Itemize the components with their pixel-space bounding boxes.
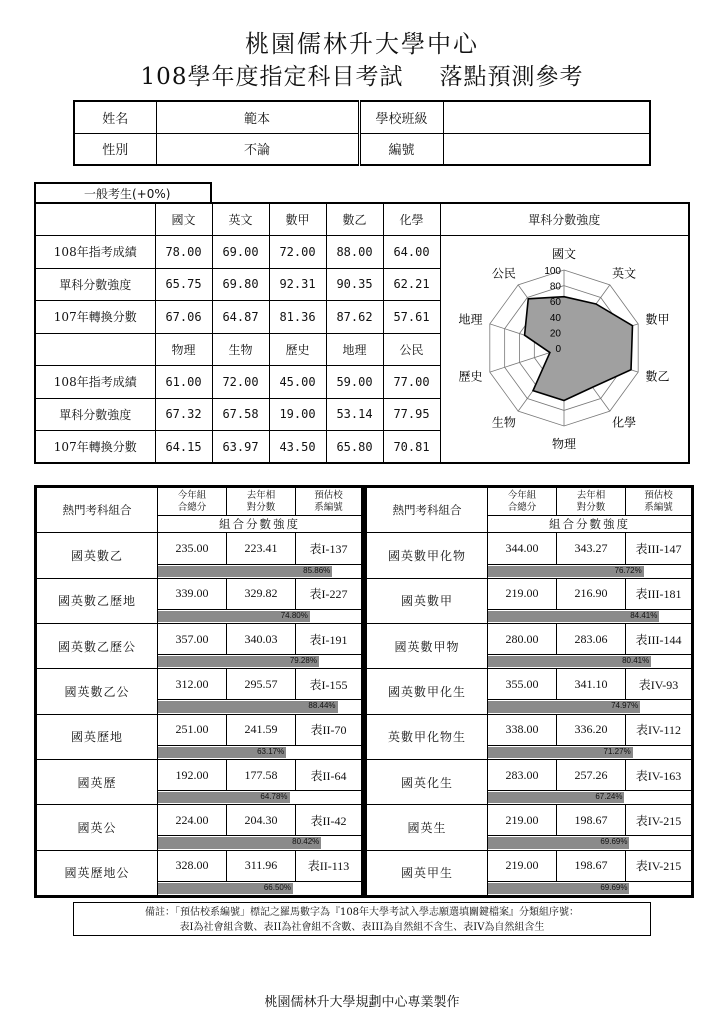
radar-tick-label: 80 [550,281,562,293]
last-year-header: 去年相 對分數 [557,488,626,516]
score-cell: 43.50 [269,431,326,464]
combo-name: 國英數甲化物 [367,533,488,578]
combo-total: 339.00 [158,578,227,609]
total-score-header: 今年組 合總分 [488,488,557,516]
combo-last-year: 241.59 [227,714,296,745]
combo-last-year: 198.67 [557,805,626,836]
combo-name: 國英歷 [37,759,158,804]
combo-dept-code: 表I-155 [296,669,362,700]
combo-dept-code: 表I-227 [296,578,362,609]
combo-strength-bar [158,655,362,669]
strength-percent: 80.41% [622,656,650,666]
subtitle-exam: 108學年度指定科目考試 [140,64,404,90]
combo-name: 國英數乙歷公 [37,623,158,668]
name-label: 姓名 [74,101,156,133]
combo-last-year: 329.82 [227,578,296,609]
strength-percent: 64.78% [260,792,288,802]
combo-name: 國英數乙 [37,533,158,578]
score-cell: 92.31 [269,268,326,301]
subject-scores-table [34,202,690,464]
combo-strength-bar [488,881,692,895]
total-score-header: 今年組 合總分 [158,488,227,516]
score-cell: 59.00 [326,366,383,399]
footnote-line-1: 備註：「預估校系編號」標記之羅馬數字為『108年大學考試入學志願選填關鍵檔案』分類組序號： [144,907,580,918]
subject-header: 歷史 [269,333,326,366]
footnote [73,902,651,936]
score-cell: 81.36 [269,301,326,334]
student-info-table [73,100,651,166]
combo-dept-code: 表IV-163 [626,759,692,790]
combo-strength-bar [158,700,362,714]
id-label: 編號 [359,133,443,165]
footnote-line-2: 表I為社會組含數、表II為社會組不含數、表III為自然組不含生、表IV為自然組含生 [179,922,545,933]
combo-dept-code: 表II-113 [296,850,362,881]
radar-tick-label: 0 [555,344,562,355]
subject-header-blank [35,203,155,236]
subject-header: 公民 [383,333,440,366]
class-value [443,101,650,133]
score-cell: 72.00 [212,366,269,399]
combo-name: 國英數甲物 [367,623,488,668]
combo-last-year: 311.96 [227,850,296,881]
score-cell: 19.00 [269,398,326,431]
combo-strength-bar [488,700,692,714]
page-subtitle [0,58,724,91]
subject-header: 數甲 [269,203,326,236]
strength-percent: 74.97% [611,701,639,711]
score-cell: 87.62 [326,301,383,334]
radar-axis-label: 化學 [612,415,637,430]
score-cell: 64.15 [155,431,212,464]
name-value: 範本 [156,101,359,133]
score-cell: 67.58 [212,398,269,431]
combo-strength-bar [488,836,692,850]
combo-total: 219.00 [488,850,557,881]
combo-total: 219.00 [488,578,557,609]
combo-last-year: 177.58 [227,759,296,790]
radar-data-area [525,297,633,401]
combo-last-year: 223.41 [227,533,296,564]
score-cell: 57.61 [383,301,440,334]
score-row-label: 單科分數強度 [35,398,155,431]
strength-percent: 67.24% [595,792,623,802]
radar-chart-cell [440,236,689,464]
dept-code-header: 預估校 系編號 [296,488,362,516]
combo-strength-bar [158,836,362,850]
subject-header: 化學 [383,203,440,236]
combo-strength-bar [158,791,362,805]
combo-total: 344.00 [488,533,557,564]
score-cell: 67.06 [155,301,212,334]
strength-percent: 85.86% [303,565,331,575]
strength-percent: 88.44% [308,701,336,711]
strength-percent: 63.17% [257,746,285,756]
combo-total: 338.00 [488,714,557,745]
subtitle-prediction: 落點預測參考 [439,64,584,90]
combo-name: 國英歷地 [37,714,158,759]
combo-total: 312.00 [158,669,227,700]
combo-dept-code: 表IV-215 [626,850,692,881]
strength-percent: 71.27% [603,746,631,756]
score-row-label: 108年指考成績 [35,236,155,269]
radar-title: 單科分數強度 [440,203,689,236]
radar-axis-label: 公民 [492,266,517,281]
id-value [443,133,650,165]
radar-chart [448,236,680,456]
score-cell: 63.97 [212,431,269,464]
score-cell: 64.87 [212,301,269,334]
combo-strength-header: 組合分數強度 [488,516,692,533]
radar-axis-label: 歷史 [458,369,483,384]
score-row-label: 108年指考成績 [35,366,155,399]
strength-percent: 76.72% [614,565,642,575]
score-cell: 88.00 [326,236,383,269]
combo-strength-bar [488,609,692,623]
combo-last-year: 198.67 [557,850,626,881]
combo-strength-bar [158,881,362,895]
combo-strength-bar [158,745,362,759]
combo-total: 357.00 [158,623,227,654]
subject-header: 地理 [326,333,383,366]
score-cell: 78.00 [155,236,212,269]
combo-name: 國英數甲化生 [367,669,488,714]
combo-total: 283.00 [488,759,557,790]
combo-name: 國英生 [367,805,488,850]
dept-code-header: 預估校 系編號 [626,488,692,516]
strength-percent: 69.69% [600,882,628,892]
radar-axis-label: 數甲 [645,312,670,327]
score-cell: 64.00 [383,236,440,269]
combo-total: 280.00 [488,623,557,654]
combo-panel-right [364,485,694,898]
subject-header: 國文 [155,203,212,236]
subject-header: 生物 [212,333,269,366]
strength-percent: 84.41% [630,610,658,620]
combo-total: 224.00 [158,805,227,836]
score-cell: 65.75 [155,268,212,301]
footer-credit: 桃園儒林升大學規劃中心專業製作 [264,995,460,1010]
combo-dept-code: 表III-181 [626,578,692,609]
strength-percent: 66.50% [263,882,291,892]
radar-axis-label: 國文 [552,247,577,261]
radar-axis-label: 生物 [492,415,517,430]
score-cell: 69.00 [212,236,269,269]
radar-tick-label: 40 [550,312,562,324]
strength-percent: 79.28% [289,656,317,666]
combo-dept-code: 表II-42 [296,805,362,836]
score-cell: 53.14 [326,398,383,431]
combo-last-year: 283.06 [557,623,626,654]
combo-total: 235.00 [158,533,227,564]
combo-name: 英數甲化物生 [367,714,488,759]
combo-last-year: 257.26 [557,759,626,790]
combo-last-year: 343.27 [557,533,626,564]
combo-name: 國英歷地公 [37,850,158,895]
page-title: 桃園儒林升大學中心 [245,30,479,58]
gender-label: 性別 [74,133,156,165]
radar-axis-label: 數乙 [645,369,670,384]
combo-strength-bar [488,655,692,669]
combo-last-year: 204.30 [227,805,296,836]
score-row-label: 單科分數強度 [35,268,155,301]
combo-strength-bar [488,745,692,759]
strength-percent: 74.80% [280,610,308,620]
radar-axis-label: 地理 [458,312,483,327]
score-cell: 69.80 [212,268,269,301]
subject-header: 數乙 [326,203,383,236]
score-cell: 45.00 [269,366,326,399]
combo-strength-bar [488,564,692,578]
combo-strength-bar [158,564,362,578]
score-cell: 90.35 [326,268,383,301]
combo-total: 251.00 [158,714,227,745]
radar-tick-label: 20 [550,328,562,340]
combo-strength-bar [488,791,692,805]
strength-percent: 80.42% [292,837,320,847]
combo-name: 國英公 [37,805,158,850]
combo-last-year: 295.57 [227,669,296,700]
combo-name: 國英甲生 [367,850,488,895]
combo-total: 328.00 [158,850,227,881]
radar-axis-label: 物理 [552,437,577,451]
combo-name: 國英數甲 [367,578,488,623]
score-cell: 67.32 [155,398,212,431]
combo-strength-header: 組合分數強度 [158,516,362,533]
last-year-header: 去年相 對分數 [227,488,296,516]
combo-total: 192.00 [158,759,227,790]
combo-total: 355.00 [488,669,557,700]
hot-combo-header: 熱門考科組合 [367,488,488,533]
combo-dept-code: 表II-64 [296,759,362,790]
combo-last-year: 216.90 [557,578,626,609]
subject-header-blank [35,333,155,366]
combo-dept-code: 表III-147 [626,533,692,564]
strength-percent: 69.69% [600,837,628,847]
combo-dept-code: 表I-137 [296,533,362,564]
combo-dept-code: 表II-70 [296,714,362,745]
score-cell: 72.00 [269,236,326,269]
radar-axis-label: 英文 [612,266,637,281]
hot-combo-header: 熱門考科組合 [37,488,158,533]
combo-dept-code: 表I-191 [296,623,362,654]
combo-dept-code: 表III-144 [626,623,692,654]
combo-strength-bar [158,609,362,623]
radar-tick-label: 60 [550,297,562,309]
score-row-label: 107年轉換分數 [35,301,155,334]
combo-last-year: 341.10 [557,669,626,700]
score-cell: 70.81 [383,431,440,464]
radar-tick-label: 100 [544,266,562,277]
combo-total: 219.00 [488,805,557,836]
combo-dept-code: 表IV-112 [626,714,692,745]
combo-dept-code: 表IV-215 [626,805,692,836]
combo-name: 國英化生 [367,759,488,804]
score-cell: 77.00 [383,366,440,399]
combo-name: 國英數乙歷地 [37,578,158,623]
combo-panel-left [34,485,364,898]
subject-header: 物理 [155,333,212,366]
score-cell: 61.00 [155,366,212,399]
score-cell: 62.21 [383,268,440,301]
candidate-group-label: 一般考生(+0%) [34,182,212,202]
score-cell: 77.95 [383,398,440,431]
score-cell: 65.80 [326,431,383,464]
subject-header: 英文 [212,203,269,236]
combo-dept-code: 表IV-93 [626,669,692,700]
combo-last-year: 340.03 [227,623,296,654]
combo-last-year: 336.20 [557,714,626,745]
combo-name: 國英數乙公 [37,669,158,714]
score-row-label: 107年轉換分數 [35,431,155,464]
gender-value: 不論 [156,133,359,165]
class-label: 學校班級 [359,101,443,133]
